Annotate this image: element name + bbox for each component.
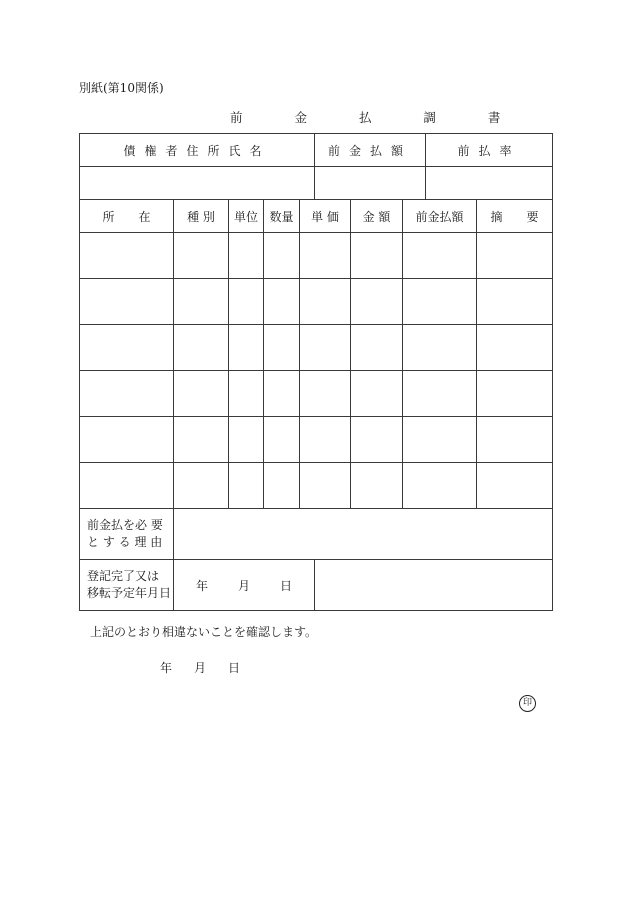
header-remarks: 摘 要 (477, 200, 553, 233)
unit-cell[interactable] (229, 325, 264, 371)
header-note: 別紙(第10関係) (79, 81, 164, 95)
reason-table (79, 508, 553, 611)
header-unit: 単位 (229, 200, 264, 233)
reason-label-line-2: と す る 理 由 (87, 535, 163, 549)
table-row (80, 371, 553, 417)
seal-mark-icon: 印 (519, 695, 536, 712)
unit-cell[interactable] (229, 417, 264, 463)
prepayment-amount-cell[interactable] (403, 279, 477, 325)
detail-table (79, 199, 553, 509)
unit-price-cell[interactable] (300, 325, 351, 371)
quantity-cell[interactable] (264, 463, 300, 509)
quantity-cell[interactable] (264, 325, 300, 371)
table-row (80, 279, 553, 325)
quantity-cell[interactable] (264, 417, 300, 463)
unit-price-cell[interactable] (300, 371, 351, 417)
amount-cell[interactable] (351, 463, 403, 509)
page-title: 前 金 払 調 書 (230, 110, 525, 125)
header-location: 所 在 (80, 200, 174, 233)
reason-label (80, 509, 174, 560)
type-cell[interactable] (174, 279, 229, 325)
header-creditor-address-name: 債権者住所氏名 (80, 134, 315, 167)
remarks-cell[interactable] (477, 233, 553, 279)
prepayment-rate-field[interactable] (426, 167, 553, 200)
registration-label-line-2: 移転予定年月日 (87, 586, 172, 600)
quantity-cell[interactable] (264, 371, 300, 417)
prepayment-amount-cell[interactable] (403, 417, 477, 463)
confirm-month-unit: 月 (194, 661, 207, 675)
confirm-day-unit: 日 (228, 661, 241, 675)
header-prepayment-amount: 前金払額 (403, 200, 477, 233)
prepayment-amount-field[interactable] (315, 167, 426, 200)
unit-price-cell[interactable] (300, 279, 351, 325)
header-prepayment-rate: 前払率 (426, 134, 553, 167)
remarks-cell[interactable] (477, 279, 553, 325)
reason-label-line-1: 前金払を必 要 (87, 518, 163, 532)
type-cell[interactable] (174, 371, 229, 417)
type-cell[interactable] (174, 233, 229, 279)
amount-cell[interactable] (351, 371, 403, 417)
location-cell[interactable] (80, 417, 174, 463)
unit-price-cell[interactable] (300, 233, 351, 279)
amount-cell[interactable] (351, 233, 403, 279)
quantity-cell[interactable] (264, 233, 300, 279)
table-row (80, 233, 553, 279)
confirmation-text: 上記のとおり相違ないことを確認します。 (90, 625, 318, 639)
unit-cell[interactable] (229, 463, 264, 509)
location-cell[interactable] (80, 279, 174, 325)
location-cell[interactable] (80, 371, 174, 417)
unit-cell[interactable] (229, 371, 264, 417)
header-unit-price: 単 価 (300, 200, 351, 233)
registration-date-label (80, 560, 174, 611)
reason-field[interactable] (174, 509, 553, 560)
prepayment-amount-cell[interactable] (403, 233, 477, 279)
header-prepayment-amount: 前金払額 (315, 134, 426, 167)
remarks-cell[interactable] (477, 463, 553, 509)
creditor-address-name-field[interactable] (80, 167, 315, 200)
location-cell[interactable] (80, 325, 174, 371)
table-row (80, 325, 553, 371)
confirmation-date (160, 659, 262, 676)
prepayment-amount-cell[interactable] (403, 371, 477, 417)
table-row (80, 463, 553, 509)
amount-cell[interactable] (351, 279, 403, 325)
type-cell[interactable] (174, 325, 229, 371)
day-unit: 日 (280, 578, 293, 593)
amount-cell[interactable] (351, 325, 403, 371)
month-unit: 月 (237, 578, 250, 593)
type-cell[interactable] (174, 417, 229, 463)
amount-cell[interactable] (351, 417, 403, 463)
creditor-table (79, 133, 553, 200)
prepayment-amount-cell[interactable] (403, 325, 477, 371)
registration-label-line-1: 登記完了又は (87, 569, 160, 583)
remarks-cell[interactable] (477, 371, 553, 417)
year-unit: 年 (195, 578, 208, 593)
table-row (80, 417, 553, 463)
unit-price-cell[interactable] (300, 417, 351, 463)
type-cell[interactable] (174, 463, 229, 509)
header-amount: 金 額 (351, 200, 403, 233)
prepayment-amount-cell[interactable] (403, 463, 477, 509)
quantity-cell[interactable] (264, 279, 300, 325)
location-cell[interactable] (80, 463, 174, 509)
header-quantity: 数量 (264, 200, 300, 233)
location-cell[interactable] (80, 233, 174, 279)
registration-extra-field[interactable] (315, 560, 553, 611)
header-type: 種 別 (174, 200, 229, 233)
remarks-cell[interactable] (477, 417, 553, 463)
confirm-year-unit: 年 (160, 661, 173, 675)
unit-cell[interactable] (229, 233, 264, 279)
unit-price-cell[interactable] (300, 463, 351, 509)
unit-cell[interactable] (229, 279, 264, 325)
registration-date-field[interactable] (174, 560, 315, 611)
remarks-cell[interactable] (477, 325, 553, 371)
